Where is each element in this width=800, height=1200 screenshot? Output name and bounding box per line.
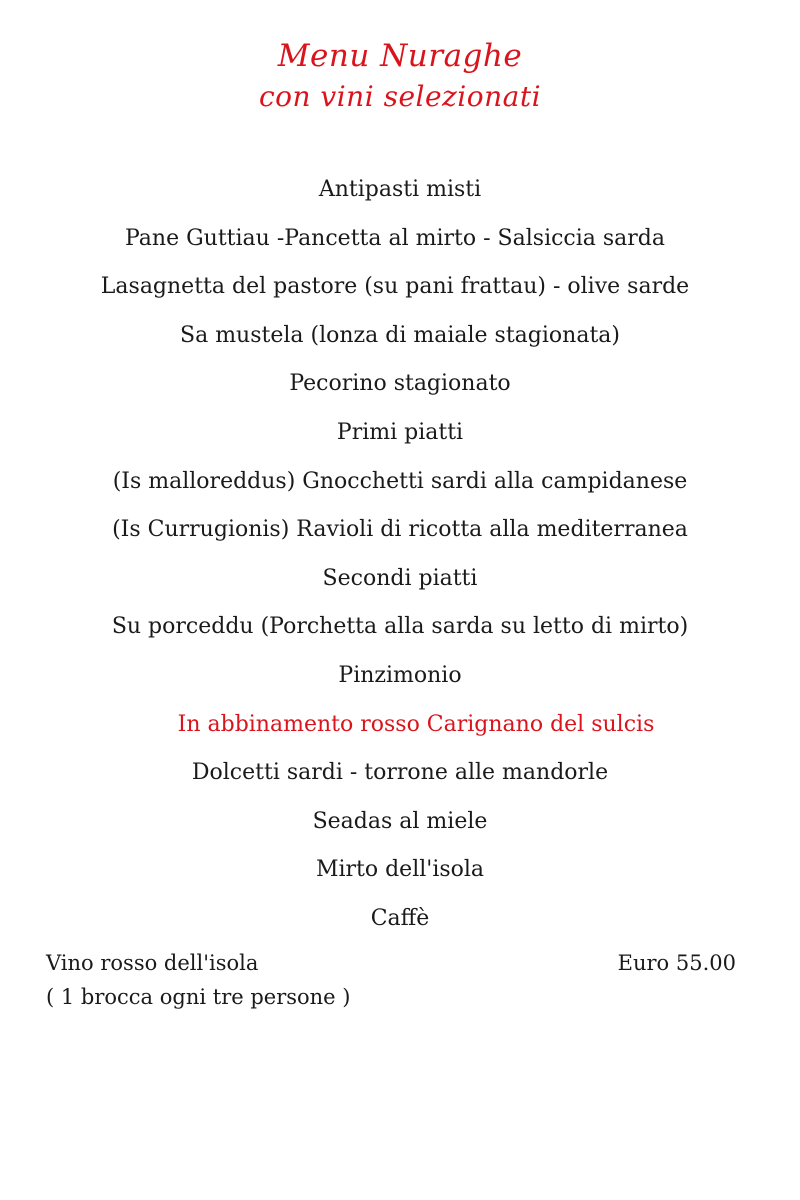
menu-item: Caffè <box>370 905 430 931</box>
menu-item: Primi piatti <box>336 419 464 445</box>
menu-item: Secondi piatti <box>322 565 478 591</box>
menu-item: Mirto dell'isola <box>315 857 485 883</box>
wine-line: Vino rosso dell'isola <box>46 951 259 975</box>
menu-title: Menu Nuraghe <box>277 38 523 74</box>
menu-item: Antipasti misti <box>318 177 482 202</box>
menu-item: Pecorino stagionato <box>289 371 511 397</box>
wine-pitcher-note: ( 1 brocca ogni tre persone ) <box>46 985 351 1009</box>
menu-item: Pane Guttiau -Pancetta al mirto - Salsiccia sarda <box>124 225 666 251</box>
wine-info <box>46 946 350 1014</box>
menu-item: Lasagnetta del pastore (su pani frattau) - olive sarde <box>100 274 690 300</box>
wine-pairing-note: In abbinamento rosso Carignano del sulcis <box>177 711 655 737</box>
menu-item: Dolcetti sardi - torrone alle mandorle <box>191 760 609 786</box>
menu-item: Pinzimonio <box>338 662 462 688</box>
menu-item: (Is Currugionis) Ravioli di ricotta alla mediterranea <box>112 517 688 543</box>
menu-item: Seadas al miele <box>312 808 488 834</box>
menu-list <box>0 166 800 944</box>
menu-item: Su porceddu (Porchetta alla sarda su letto di mirto) <box>111 614 689 640</box>
menu-subtitle: con vini selezionati <box>258 80 542 113</box>
menu-price: Euro 55.00 <box>617 951 736 975</box>
menu-item: Sa mustela (lonza di maiale stagionata) <box>180 322 620 348</box>
menu-item: (Is malloreddus) Gnocchetti sardi alla campidanese <box>112 468 688 494</box>
